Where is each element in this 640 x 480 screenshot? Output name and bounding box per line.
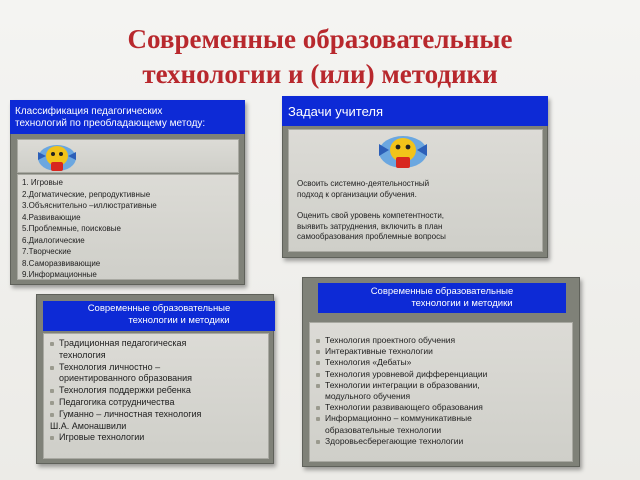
left-bottom-list [50, 338, 268, 444]
right-bottom-panel [302, 277, 580, 467]
left-bottom-panel [36, 294, 274, 464]
title-line-1: Современные образовательные [127, 24, 513, 54]
left-bottom-card [43, 333, 269, 459]
classification-item: 8.Саморазвивающие [22, 258, 101, 268]
list-item: Педагогика сотрудничества [50, 397, 268, 409]
left-bottom-header [43, 301, 275, 331]
list-item: Технологии развивающего образования [316, 402, 572, 413]
list-item: Ш.А. Амонашвили [50, 420, 127, 431]
classification-panel [10, 100, 245, 285]
task-2-line-2: выявить затруднения, включить в план [297, 221, 443, 231]
right-bottom-list [316, 335, 572, 447]
tasks-header [282, 96, 548, 126]
right-bottom-header-line-1: Современные образовательные [370, 286, 514, 297]
list-item: Технология «Дебаты» [316, 357, 572, 368]
classification-item: 3.Объяснительно –иллюстративные [22, 201, 157, 210]
right-bottom-header [318, 283, 566, 313]
list-item: Информационно – коммуникативные [316, 413, 572, 424]
teacher-emblem-icon [373, 132, 433, 170]
left-bottom-header-line-1: Современные образовательные [87, 303, 231, 314]
list-item: ориентированного образования [59, 373, 193, 384]
list-item: образовательные технологии [325, 424, 442, 435]
title-line-2: технологии и (или) методики [142, 59, 498, 89]
right-bottom-card [309, 322, 573, 462]
list-item: Традиционная педагогическая [50, 338, 268, 350]
task-1 [297, 179, 429, 200]
left-bottom-header-line-2: технологии и методики [128, 315, 230, 326]
classification-emblem-card [17, 139, 239, 173]
classification-header-line-1: Классификация педагогических [15, 106, 163, 117]
task-2-line-1: Оценить свой уровень компетентности, [297, 211, 445, 220]
classification-item: 7.Творческие [22, 247, 72, 256]
classification-item: 9.Информационные [22, 270, 97, 279]
task-1-line-1: Освоить системно-деятельностный [297, 179, 430, 188]
classification-item: 6.Диалогические [22, 235, 85, 245]
classification-item: 4.Развивающие [22, 212, 81, 222]
list-item: Гуманно – личностная технология [50, 409, 268, 421]
list-item: Игровые технологии [50, 432, 268, 444]
list-item: Технология личностно – [50, 362, 268, 374]
list-item: Технология проектного обучения [316, 335, 572, 346]
task-1-line-2: подход к организации обучения. [297, 189, 417, 199]
list-item: Здоровьесберегающие технологии [316, 436, 572, 447]
slide-title [0, 22, 640, 92]
list-item: Интерактивные технологии [316, 346, 572, 357]
list-item: Технология уровневой дифференциации [316, 369, 572, 380]
task-2-line-3: самообразования проблемные вопросы [297, 232, 446, 241]
task-2 [297, 211, 446, 243]
tasks-panel [282, 96, 548, 258]
list-item: модульного обучения [325, 391, 411, 402]
right-bottom-header-line-2: технологии и методики [411, 298, 513, 309]
tasks-card [288, 129, 543, 252]
classification-item: 2.Догматические, репродуктивные [22, 189, 151, 199]
classification-item: 1. Игровые [22, 178, 63, 187]
classification-item: 5.Проблемные, поисковые [22, 224, 121, 233]
list-item: Технология поддержки ребенка [50, 385, 268, 397]
list-item: Технологии интеграции в образовании, [316, 380, 572, 391]
classification-header-line-2: технологий по преобладающему методу: [15, 118, 206, 129]
classification-list-card [17, 174, 239, 280]
tasks-header-text: Задачи учителя [288, 104, 384, 119]
classification-header [10, 100, 245, 134]
teacher-emblem-icon [32, 142, 82, 172]
list-item: технология [59, 349, 106, 360]
